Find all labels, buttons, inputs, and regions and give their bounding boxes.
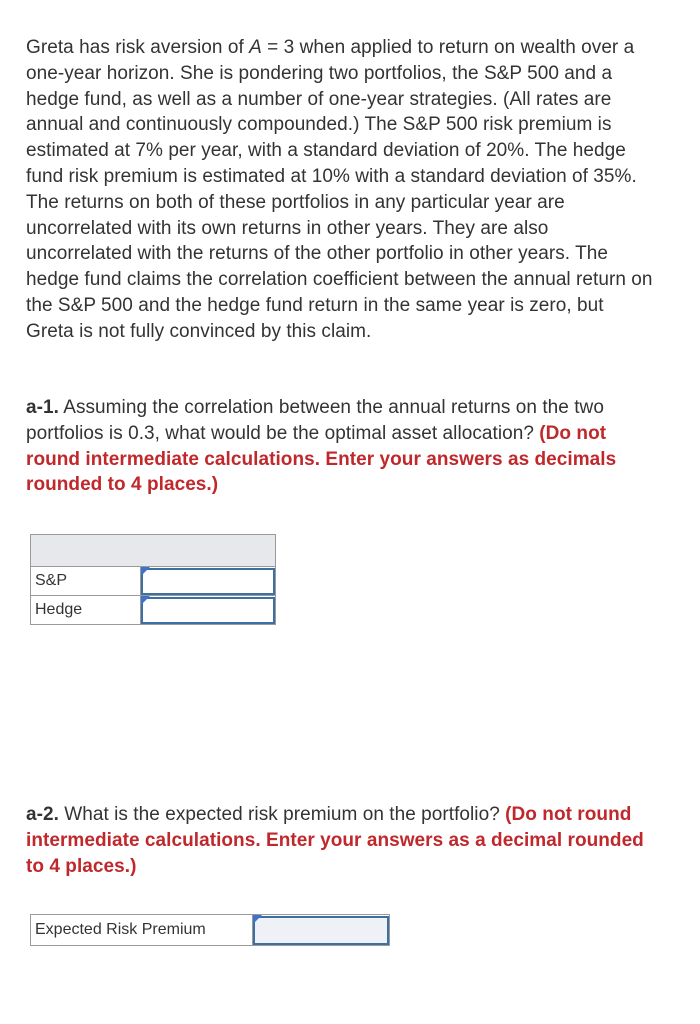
hedge-weight-input[interactable] — [141, 597, 275, 624]
sp-answer-cell — [141, 567, 276, 596]
question-a1-instruction: (Do not round intermediate calculations. Enter your answers as decimals rounded to 4 places.) — [26, 422, 617, 496]
question-a2 — [26, 802, 656, 879]
risk-premium-input[interactable] — [253, 916, 389, 945]
input-flag-icon — [141, 596, 150, 605]
allocation-table — [30, 534, 276, 625]
table-header-cell — [31, 535, 276, 567]
table-row-sp — [31, 567, 276, 596]
row-label-sp: S&P — [31, 567, 141, 596]
variable-a: A — [249, 37, 262, 58]
question-a2-instruction: (Do not round intermediate calculations. Enter your answers as a decimal rounded to 4 places.) — [26, 804, 644, 877]
row-label-hedge: Hedge — [31, 596, 141, 625]
risk-premium-table — [30, 914, 390, 946]
question-a2-text: What is the expected risk premium on the portfolio? — [58, 804, 506, 825]
intro-text-1: Greta has risk aversion of — [26, 37, 250, 58]
question-a2-label: a-2. — [26, 804, 59, 825]
question-a1-text: Assuming the correlation between the annual returns on the two portfolios is 0.3, what would be the optimal asset allocation? — [26, 397, 604, 444]
intro-text-2: = 3 when applied to return on wealth over a one-year horizon. She is pondering two portfolios, the S&P 500 and a hedge fund, as well as a number of one-year strategies. (All rates are annual and continuously compounded.) The S&P 500 risk premium is estimated at 7% per year, with a standard deviation of 20%. The hedge fund risk premium is estimated at 10% with a standard deviation of 35%. The returns on both of these portfolios in any particular year are uncorrelated with its own returns in other years. They are also uncorrelated with the returns of the other portfolio in other years. The hedge fund claims the correlation coefficient between the annual return on the S&P 500 and the hedge fund return in the same year is zero, but Greta is not fully convinced by this claim. — [26, 37, 653, 342]
row-label-risk-premium: Expected Risk Premium — [31, 915, 253, 946]
table-row-risk-premium — [31, 915, 390, 946]
table-row-hedge — [31, 596, 276, 625]
table-header-row — [31, 535, 276, 567]
input-flag-icon — [253, 915, 262, 924]
input-flag-icon — [141, 567, 150, 576]
question-a1-label: a-1. — [26, 397, 59, 418]
problem-statement — [26, 35, 656, 345]
risk-premium-answer-cell — [253, 915, 390, 946]
question-a1 — [26, 395, 656, 498]
sp-weight-input[interactable] — [141, 568, 275, 595]
hedge-answer-cell — [141, 596, 276, 625]
